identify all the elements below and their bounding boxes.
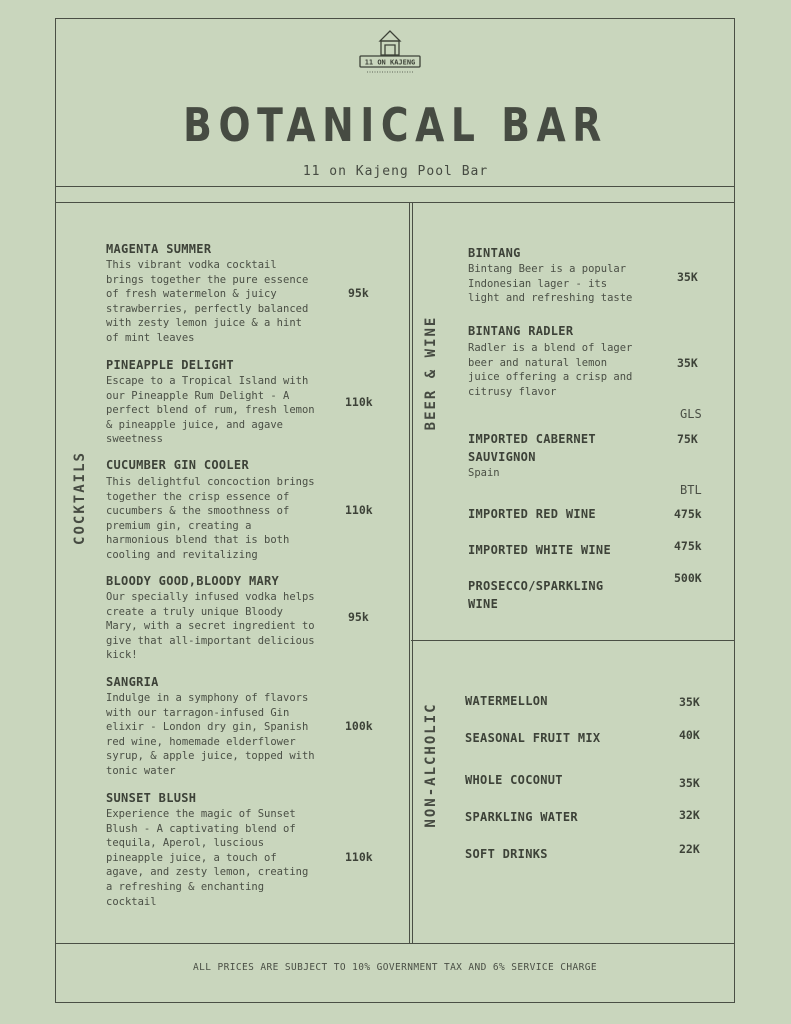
item-name: PINEAPPLE DELIGHT <box>106 358 234 372</box>
item-name: WHOLE COCONUT <box>465 773 563 787</box>
column-divider-left <box>409 202 410 943</box>
item-price: 75K <box>677 432 698 446</box>
glass-column-header: GLS <box>680 407 702 421</box>
item-name: SPARKLING WATER <box>465 810 578 824</box>
item-name: BINTANG <box>468 246 521 260</box>
item-price: 32K <box>679 808 700 822</box>
section-label-non-alcoholic: NON-ALCHOLIC <box>423 702 439 828</box>
brand-logo <box>357 28 423 78</box>
item-name: CUCUMBER GIN COOLER <box>106 458 249 472</box>
item-name: WATERMELLON <box>465 694 548 708</box>
logo-text: 11 ON KAJENG <box>364 58 416 67</box>
footer-note: ALL PRICES ARE SUBJECT TO 10% GOVERNMENT TAX AND 6% SERVICE CHARGE <box>193 962 597 973</box>
item-name: SEASONAL FRUIT MIX <box>465 731 601 745</box>
item-name: MAGENTA SUMMER <box>106 242 212 256</box>
item-price: 22K <box>679 842 700 856</box>
item-price: 100k <box>345 719 373 733</box>
item-price: 35K <box>679 776 700 790</box>
item-description: This delightful concoction brings together the crisp essence of cucumbers & the smoothness of premium gin, creating a harmonious blend that is both cooling and revitalizing <box>106 476 315 561</box>
page-title: BOTANICAL BAR <box>183 98 608 152</box>
item-name: IMPORTED WHITE WINE <box>468 543 611 557</box>
header-divider-top <box>55 186 735 187</box>
beer-nonalc-divider <box>411 640 735 641</box>
item-name: PROSECCO/SPARKLING WINE <box>468 579 604 611</box>
item-name: IMPORTED CABERNET SAUVIGNON <box>468 432 596 464</box>
bottle-column-header: BTL <box>680 483 702 497</box>
footer-divider <box>55 943 735 944</box>
item-name: IMPORTED RED WINE <box>468 507 596 521</box>
item-price: 500K <box>674 571 702 585</box>
item-price: 110k <box>345 395 373 409</box>
item-price: 475k <box>674 539 702 553</box>
item-name: SUNSET BLUSH <box>106 791 197 805</box>
header-divider-bottom <box>55 202 735 203</box>
item-description: Radler is a blend of lager beer and natural lemon juice offering a crisp and citrusy flavor <box>468 342 633 398</box>
item-description: This vibrant vodka cocktail brings together the pure essence of fresh watermelon & juicy strawberries, perfectly balanced with zesty lemon juice & a hint of mint leaves <box>106 259 309 344</box>
item-price: 35K <box>677 356 698 370</box>
section-label-cocktails: COCKTAILS <box>72 451 88 545</box>
item-name: BINTANG RADLER <box>468 324 574 338</box>
item-price: 40K <box>679 728 700 742</box>
item-price: 35K <box>679 695 700 709</box>
item-name: SANGRIA <box>106 675 159 689</box>
item-description: Indulge in a symphony of flavors with our tarragon-infused Gin elixir - London dry gin, Spanish red wine, homemade elderflower syrup, & apple juice, topped with tonic water <box>106 692 315 777</box>
item-name: SOFT DRINKS <box>465 847 548 861</box>
item-description: Escape to a Tropical Island with our Pineapple Rum Delight - A perfect blend of rum, fresh lemon & pineapple juice, and agave sweetness <box>106 375 315 446</box>
item-origin: Spain <box>468 467 500 479</box>
item-price: 110k <box>345 503 373 517</box>
item-price: 475k <box>674 507 702 521</box>
section-label-beer-wine: BEER & WINE <box>423 315 439 431</box>
column-divider-right <box>412 202 413 943</box>
item-price: 95k <box>348 610 369 624</box>
item-description: Bintang Beer is a popular Indonesian lager - its light and refreshing taste <box>468 263 633 305</box>
item-price: 95k <box>348 286 369 300</box>
item-name: BLOODY GOOD,BLOODY MARY <box>106 574 280 588</box>
item-description: Our specially infused vodka helps create a truly unique Bloody Mary, with a secret ingredient to give that all-important delicious kick! <box>106 591 315 662</box>
item-price: 110k <box>345 850 373 864</box>
item-price: 35K <box>677 270 698 284</box>
page-subtitle: 11 on Kajeng Pool Bar <box>302 164 489 179</box>
item-description: Experience the magic of Sunset Blush - A captivating blend of tequila, Aperol, luscious pineapple juice, a touch of agave, and zesty lemon, creating a refreshing & enchanting cocktail <box>106 808 309 908</box>
